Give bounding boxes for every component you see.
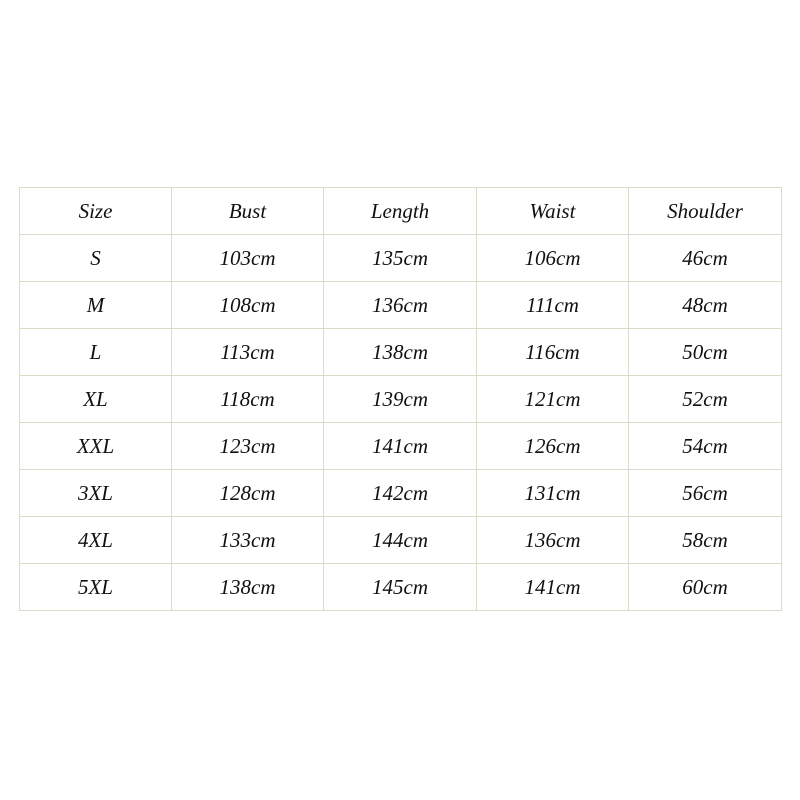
cell-shoulder: 58cm	[629, 517, 782, 564]
cell-waist: 121cm	[477, 376, 629, 423]
cell-size: XXL	[20, 423, 172, 470]
cell-size: 4XL	[20, 517, 172, 564]
cell-shoulder: 50cm	[629, 329, 782, 376]
table-row	[20, 235, 782, 282]
cell-length: 141cm	[324, 423, 477, 470]
table-row	[20, 423, 782, 470]
table-row	[20, 564, 782, 611]
header-length: Length	[324, 188, 477, 235]
header-shoulder: Shoulder	[629, 188, 782, 235]
table-row	[20, 470, 782, 517]
cell-size: XL	[20, 376, 172, 423]
cell-shoulder: 48cm	[629, 282, 782, 329]
cell-waist: 106cm	[477, 235, 629, 282]
cell-bust: 118cm	[172, 376, 324, 423]
table-row	[20, 282, 782, 329]
cell-length: 142cm	[324, 470, 477, 517]
cell-bust: 113cm	[172, 329, 324, 376]
table-row	[20, 517, 782, 564]
cell-waist: 111cm	[477, 282, 629, 329]
cell-shoulder: 52cm	[629, 376, 782, 423]
cell-waist: 141cm	[477, 564, 629, 611]
header-waist: Waist	[477, 188, 629, 235]
cell-waist: 126cm	[477, 423, 629, 470]
cell-size: S	[20, 235, 172, 282]
cell-waist: 131cm	[477, 470, 629, 517]
cell-size: 3XL	[20, 470, 172, 517]
cell-shoulder: 46cm	[629, 235, 782, 282]
cell-size: L	[20, 329, 172, 376]
cell-bust: 138cm	[172, 564, 324, 611]
cell-shoulder: 60cm	[629, 564, 782, 611]
cell-bust: 133cm	[172, 517, 324, 564]
cell-bust: 108cm	[172, 282, 324, 329]
cell-length: 139cm	[324, 376, 477, 423]
cell-length: 138cm	[324, 329, 477, 376]
cell-shoulder: 54cm	[629, 423, 782, 470]
header-bust: Bust	[172, 188, 324, 235]
cell-length: 145cm	[324, 564, 477, 611]
cell-bust: 128cm	[172, 470, 324, 517]
cell-waist: 136cm	[477, 517, 629, 564]
cell-waist: 116cm	[477, 329, 629, 376]
table-header-row	[20, 188, 782, 235]
table-row	[20, 329, 782, 376]
cell-bust: 103cm	[172, 235, 324, 282]
table-row	[20, 376, 782, 423]
size-chart-table	[19, 187, 782, 611]
cell-length: 144cm	[324, 517, 477, 564]
header-size: Size	[20, 188, 172, 235]
cell-size: M	[20, 282, 172, 329]
cell-shoulder: 56cm	[629, 470, 782, 517]
cell-length: 136cm	[324, 282, 477, 329]
cell-length: 135cm	[324, 235, 477, 282]
cell-bust: 123cm	[172, 423, 324, 470]
cell-size: 5XL	[20, 564, 172, 611]
